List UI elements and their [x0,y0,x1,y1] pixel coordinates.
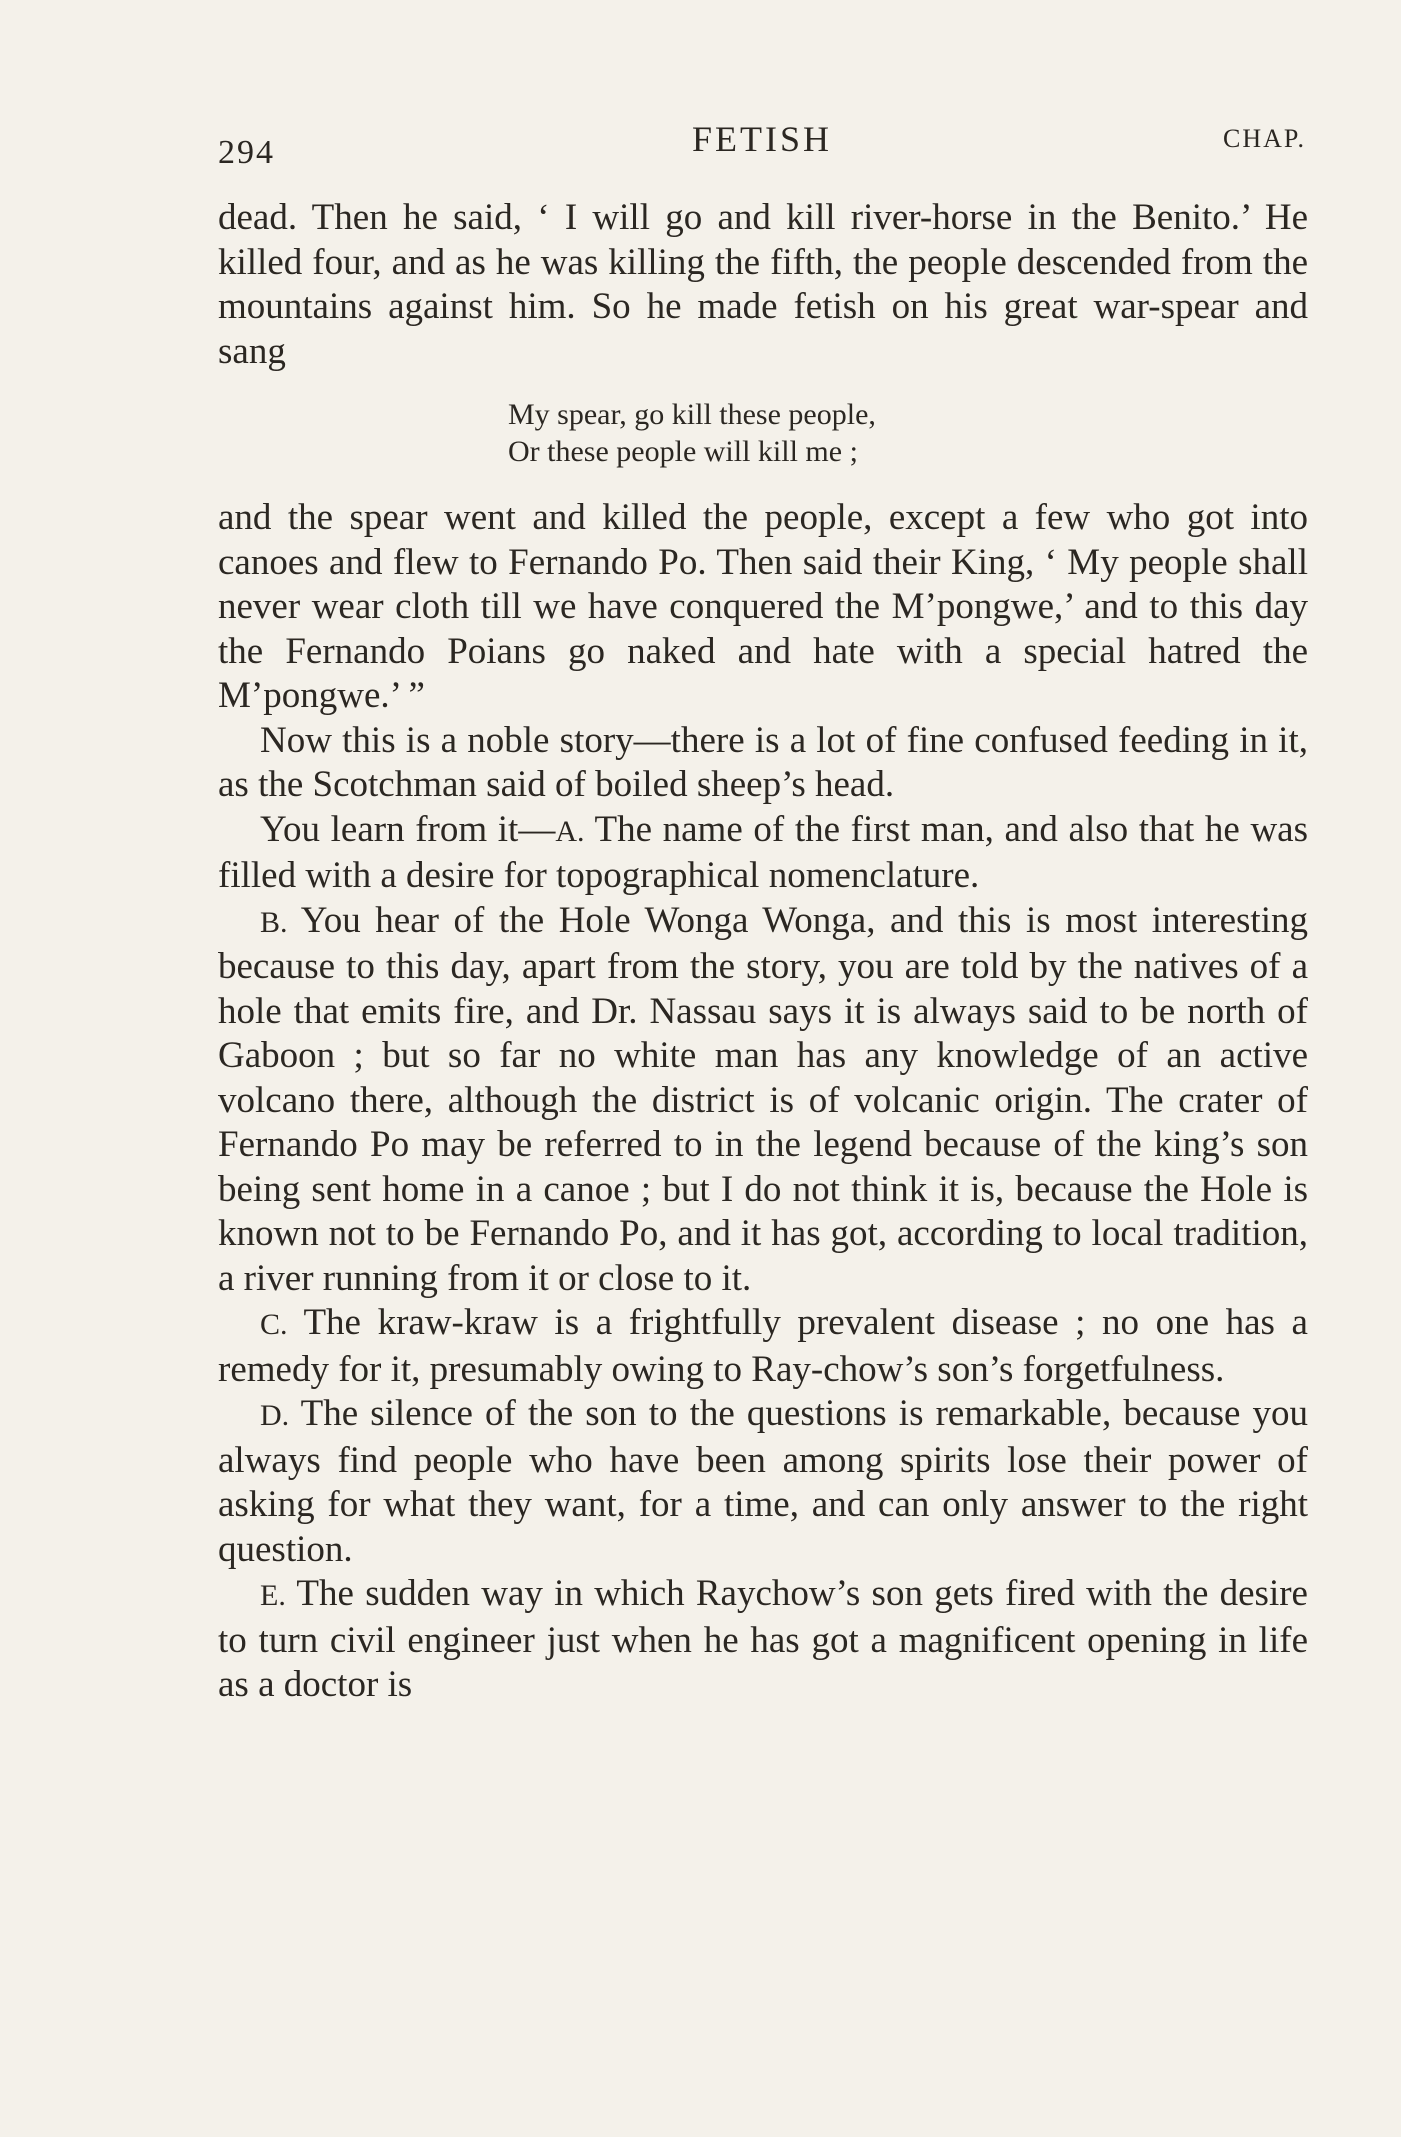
item-text: The silence of the son to the questions is remarkable, because you always find people who have been among spirits lose their power of asking for what they want, for a time, and can only answer to the right question. [218,1393,1308,1570]
item-text: You hear of the Hole Wonga Wonga, and this is most interesting because to this day, apart from the story, you are told by the natives of a hole that emits fire, and Dr. Nassau says it is always said to be north of Gaboon ; but so far no white man has any knowledge of an active volcano there, although the district is of volcanic origin. The crater of Fernando Po may be referred to in the legend because of the king’s son being sent home in a canoe ; but I do not think it is, because the Hole is known not to be Fernando Po, and it has got, according to local tradition, a river running from it or close to it. [218,899,1308,1299]
item-text: The name of the first man, and also that he was filled with a desire for topographical nomenclature. [218,808,1308,896]
page-header [218,118,1306,178]
paragraph-item-b [218,899,1308,1302]
item-text: The kraw-kraw is a frightfully prevalent disease ; no one has a remedy for it, presumably owing to Ray-chow’s son’s forgetfulness. [218,1302,1308,1390]
verse-block [508,396,1308,470]
item-marker: D. [260,1399,290,1432]
paragraph-item-e [218,1572,1308,1708]
item-text: The sudden way in which Raychow’s son gets fired with the desire to turn civil engineer just when he has got a magnificent opening in life as a doctor is [218,1573,1308,1705]
item-marker: E. [260,1579,286,1612]
item-marker: C. [260,1308,288,1341]
paragraph-lead: You learn from it— [260,808,556,850]
running-title: FETISH [691,119,832,159]
page-number: 294 [218,134,275,171]
paragraph-item-a [218,808,1308,899]
paragraph-item-c [218,1301,1308,1392]
verse-line: My spear, go kill these people, [508,398,876,431]
item-marker: B. [260,905,288,939]
paragraph: Now this is a noble story—there is a lot of fine confused feeding in it, as the Scotchman said of boiled sheep’s head. [218,719,1308,805]
verse-line: Or these people will kill me ; [508,435,858,468]
paragraph: dead. Then he said, ‘ I will go and kill river-horse in the Benito.’ He killed four, and as he was killing the fifth, the people descended from the mountains against him. So he made fetish on his great war-spear and sang [218,197,1308,372]
paragraph: and the spear went and killed the people, except a few who got into canoes and flew to Fernando Po. Then said their King, ‘ My people shall never wear cloth till we have conquered the M’pongwe,’ and to this day the Fernando Poians go naked and hate with a special hatred the M’pongwe.’ ” [218,497,1308,716]
chapter-label: CHAP. [1223,124,1306,153]
item-marker: A. [555,814,585,848]
body-text [218,196,1308,1708]
paragraph-item-d [218,1392,1308,1572]
